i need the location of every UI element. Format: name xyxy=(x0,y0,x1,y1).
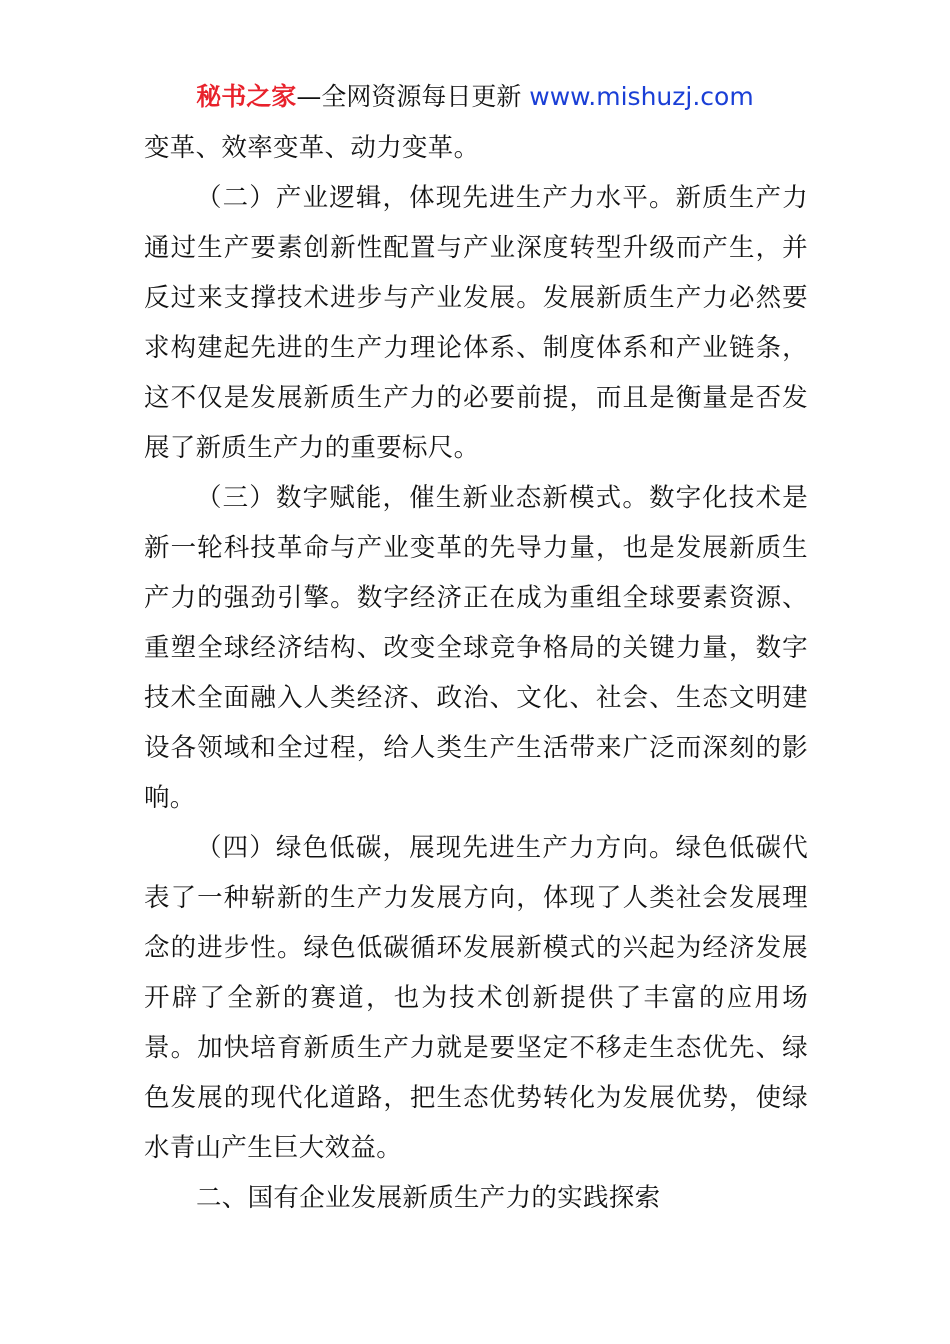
paragraph-industry-logic: （二）产业逻辑，体现先进生产力水平。新质生产力通过生产要素创新性配置与产业深度转型升级而产生，并反过来支撑技术进步与产业发展。发展新质生产力必然要求构建起先进的生产力理论体系、制度体系和产业链条，这不仅是发展新质生产力的必要前提，而且是衡量是否发展了新质生产力的重要标尺。 xyxy=(144,183,808,463)
header-tagline: —全网资源每日更新 xyxy=(296,82,530,111)
brand-name: 秘书之家 xyxy=(196,82,297,111)
paragraph-green-low-carbon: （四）绿色低碳，展现先进生产力方向。绿色低碳代表了一种崭新的生产力发展方向，体现了人类社会发展理念的进步性。绿色低碳循环发展新模式的兴起为经济发展开辟了全新的赛道，也为技术创新提供了丰富的应用场景。加快培育新质生产力就是要坚定不移走生态优先、绿色发展的现代化道路，把生态优势转化为发展优势，使绿水青山产生巨大效益。 xyxy=(144,833,808,1163)
document-body xyxy=(144,123,808,1223)
site-header xyxy=(0,80,950,114)
site-url-link[interactable]: www.mishuzj.com xyxy=(529,82,754,111)
section-heading: 二、国有企业发展新质生产力的实践探索 xyxy=(196,1183,661,1213)
continuation-text: 变革、效率变革、动力变革。 xyxy=(144,133,480,163)
paragraph-digital-empowerment: （三）数字赋能，催生新业态新模式。数字化技术是新一轮科技革命与产业变革的先导力量，也是发展新质生产力的强劲引擎。数字经济正在成为重组全球要素资源、重塑全球经济结构、改变全球竞争格局的关键力量，数字技术全面融入人类经济、政治、文化、社会、生态文明建设各领域和全过程，给人类生产生活带来广泛而深刻的影响。 xyxy=(144,483,808,813)
